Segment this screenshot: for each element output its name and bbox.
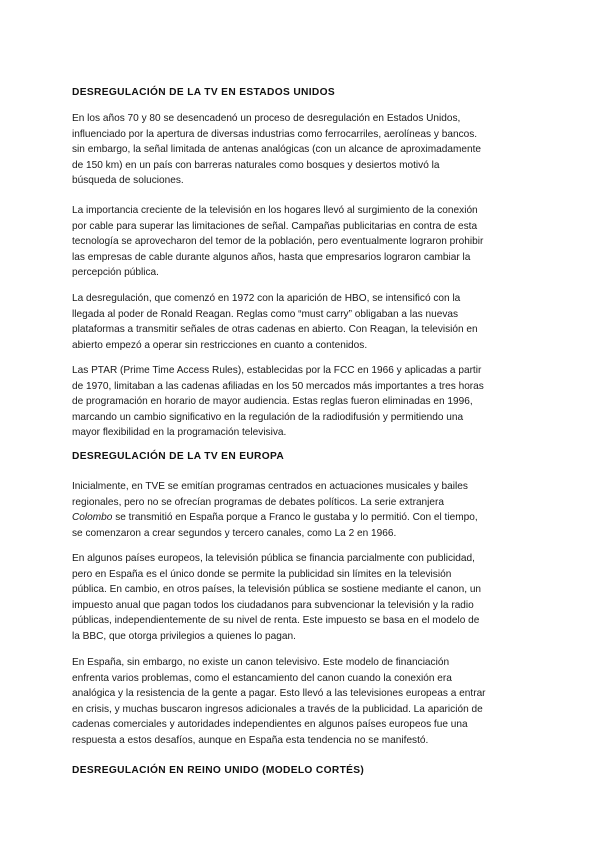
section-heading-uk: DESREGULACIÓN EN REINO UNIDO (MODELO CORTÉS) [72, 765, 365, 776]
text-line: La importancia creciente de la televisión en los hogares llevó al surgimiento de la conexión [72, 205, 478, 216]
text-line: En los años 70 y 80 se desencadenó un proceso de desregulación en Estados Unidos, [72, 113, 461, 124]
text-line: por cable para superar las limitaciones de señal. Campañas publicitarias en contra de esta [72, 220, 478, 232]
text-line: regionales, pero no se ofrecían programas de debates políticos. La serie extranjera [72, 496, 445, 508]
text-line: búsqueda de soluciones. [72, 175, 184, 187]
section-heading-europe: DESREGULACIÓN DE LA TV EN EUROPA [72, 451, 285, 462]
text-line-colombo [72, 510, 534, 526]
paragraph-europe-3 [72, 655, 534, 749]
text-line: en crisis, y muchas buscaron ingresos adicionales a través de la publicidad. La aparición de [72, 703, 483, 715]
text-line: En España, sin embargo, no existe un canon televisivo. Este modelo de financiación [72, 657, 450, 668]
paragraph-usa-3 [72, 291, 534, 353]
text-line: enfrenta varios problemas, como el estancamiento del canon cuando la conexión era [72, 672, 452, 684]
section-heading-usa: DESREGULACIÓN DE LA TV EN ESTADOS UNIDOS [72, 87, 336, 98]
paragraph-usa-1 [72, 111, 534, 189]
text-line: respuesta a estos desafíos, aunque en España esta tendencia no se manifestó. [72, 734, 429, 746]
text-line: las empresas de cable durante algunos años, hasta que empresarios lograron cambiar la [72, 251, 471, 263]
text-line: La desregulación, que comenzó en 1972 con la aparición de HBO, se intensificó con la [72, 293, 461, 304]
text-line-rest: se transmitió en España porque a Franco le gustaba y lo permitió. Con el tiempo, [112, 512, 478, 524]
text-line: de programación en horario de mayor audiencia. Estas reglas fueron eliminadas en 1996, [72, 396, 473, 408]
text-line: mayor flexibilidad en la programación televisiva. [72, 427, 287, 439]
text-line: pero en España es el único donde se permite la publicidad sin límites en la televisión [72, 568, 452, 580]
text-line: En algunos países europeos, la televisión pública se financia parcialmente con publicidad, [72, 553, 475, 564]
text-line: Las PTAR (Prime Time Access Rules), establecidas por la FCC en 1966 y aplicadas a partir [72, 365, 482, 376]
text-line: abierto empezó a operar sin restricciones en cuanto a contenidos. [72, 339, 368, 351]
text-line: plataformas a transmitir señales de otras cadenas en abierto. Con Reagan, la televisión en [72, 324, 478, 336]
text-line: de 1970, limitaban a las cadenas afiliadas en los 50 mercados más importantes a tres horas [72, 380, 484, 392]
paragraph-usa-4 [72, 363, 534, 441]
text-line: sin embargo, la señal limitada de antenas analógicas (con un alcance de aproximadamente [72, 144, 482, 156]
text-line: pública. En cambio, en otros países, la televisión pública se sostiene mediante el canon, un [72, 584, 482, 596]
paragraph-europe-1 [72, 479, 534, 541]
text-line: se comenzaron a crear segundos y tercero canales, como La 2 en 1966. [72, 527, 397, 539]
text-line: Inicialmente, en TVE se emitían programas centrados en actuaciones musicales y bailes [72, 481, 468, 492]
text-line: marcando un cambio significativo en la regulación de la radiodifusión y permitiendo una [72, 411, 464, 423]
paragraph-usa-2 [72, 203, 534, 281]
paragraph-europe-2 [72, 551, 534, 645]
text-line: de 150 km) en un país con barreras naturales como bosques y desiertos motivó la [72, 159, 440, 171]
text-line: llegada al poder de Ronald Reagan. Reglas como “must carry” obligaban a las nuevas [72, 308, 459, 320]
text-line: públicas, independientemente de su nivel de renta. Este impuesto se basa en el modelo de [72, 615, 480, 627]
text-line: analógica y la resistencia de la gente a pagar. Esto llevó a las televisiones europeas a entrar [72, 688, 486, 700]
text-line: influenciado por la apertura de diversas industrias como ferrocarriles, aerolíneas y bancos. [72, 128, 478, 140]
text-line: impuesto anual que pagan todos los ciudadanos para subvencionar la televisión y la radio [72, 599, 474, 611]
text-line: tecnología se aprovecharon del temor de la población, pero eventualmente lograron prohibir [72, 236, 484, 248]
text-line: la BBC, que otorga privilegios a quienes lo pagan. [72, 630, 296, 642]
series-title-colombo: Colombo [72, 512, 113, 524]
text-line: cadenas comerciales y autoridades independientes en algunos países europeos fue una [72, 719, 468, 731]
text-line: percepción pública. [72, 267, 159, 279]
